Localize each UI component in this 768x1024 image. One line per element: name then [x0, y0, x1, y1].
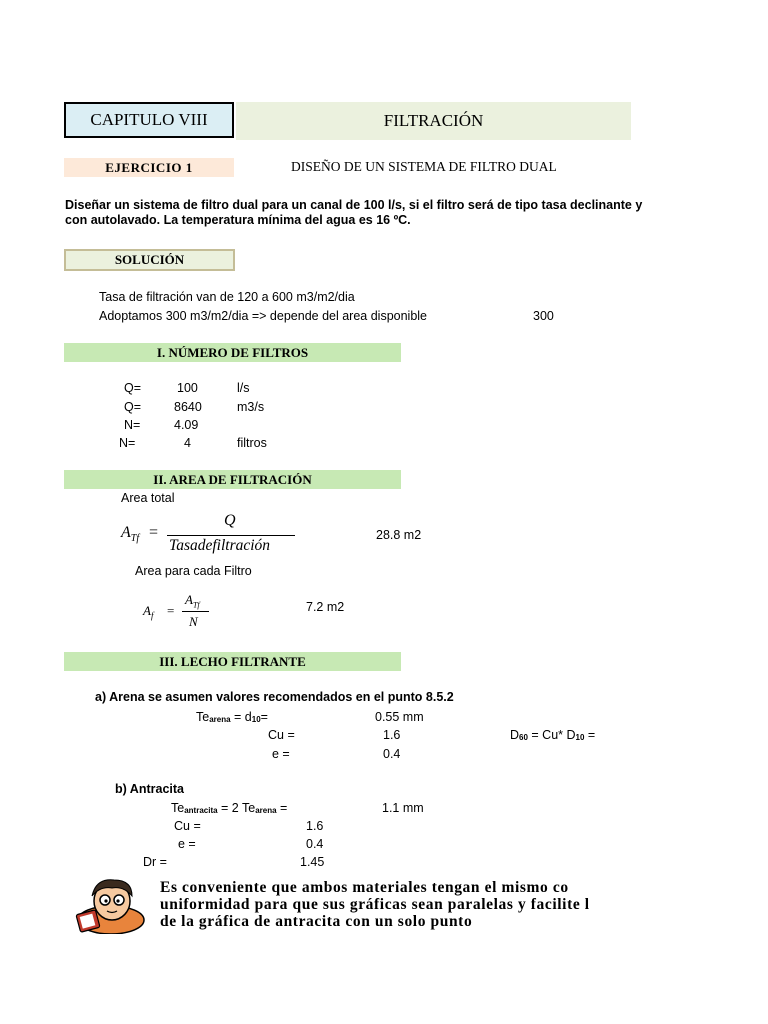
q-label-1: Q=	[124, 381, 142, 395]
q-unit-2: m3/s	[237, 400, 265, 414]
student-reading-icon	[72, 876, 150, 934]
note-line-3: de la gráfica de antracita con un solo punto	[160, 913, 473, 930]
anthracite-dr-value: 1.45	[300, 855, 325, 869]
formula-total-equals: =	[149, 524, 159, 541]
anthracite-dr-label: Dr =	[143, 855, 167, 869]
sand-heading: a) Arena se asumen valores recomendados en el punto 8.5.2	[95, 690, 454, 704]
formula-total-denominator: Tasadefiltración	[169, 537, 271, 554]
n-label-1: N=	[124, 418, 141, 432]
formula-total-lhs: $A_{Tf}$	[121, 524, 140, 545]
section-filters-title: I. NÚMERO DE FILTROS	[64, 343, 401, 362]
anthracite-cu-value: 1.6	[306, 819, 324, 833]
exercise-label: EJERCICIO 1	[64, 158, 234, 177]
sand-te-value: 0.55 mm	[375, 710, 424, 724]
sand-e-label: e =	[272, 747, 290, 761]
chapter-label: CAPITULO VIII	[64, 102, 234, 138]
formula-total-numerator: Q	[224, 512, 236, 529]
formula-each-lhs: $A_f$	[143, 603, 154, 621]
area-total-label: Area total	[121, 491, 175, 505]
note-line-1: Es conveniente que ambos materiales tengan el mismo co	[160, 879, 569, 896]
adopt-text: Adoptamos 300 m3/m2/dia => depende del area disponible	[99, 309, 428, 323]
rate-text: Tasa de filtración van de 120 a 600 m3/m2/dia	[99, 290, 355, 304]
q-unit-1: l/s	[237, 381, 250, 395]
anthracite-cu-label: Cu =	[174, 819, 201, 833]
sand-te-label: $Te_{arena} = d_{10}=$	[196, 710, 268, 724]
anthracite-te-label: $Te_{antracita} = 2$ $Te_{arena}$ =	[171, 801, 288, 815]
n-label-2: N=	[119, 436, 136, 450]
note-clip-mask	[634, 870, 768, 940]
formula-each-bar	[182, 611, 209, 612]
adopt-value: 300	[533, 309, 554, 323]
statement-line-2: con autolavado. La temperatura mínima del agua es 16 ºC.	[65, 213, 411, 227]
note-line-2: uniformidad para que sus gráficas sean paralelas y facilite l	[160, 896, 590, 913]
exercise-title: DISEÑO DE UN SISTEMA DE FILTRO DUAL	[291, 159, 557, 174]
sand-cu-value: 1.6	[383, 728, 401, 742]
area-each-value: 7.2 m2	[306, 600, 345, 614]
section-bed-title: III. LECHO FILTRANTE	[64, 652, 401, 671]
formula-each-numerator: $A_{Tf}$	[185, 592, 200, 610]
anthracite-e-value: 0.4	[306, 837, 324, 851]
statement-line-1: Diseñar un sistema de filtro dual para un canal de 100 l/s, si el filtro será de tipo tasa declinante y	[65, 198, 643, 212]
sand-cu-label: Cu =	[268, 728, 295, 742]
q-value-2: 8640	[174, 400, 202, 414]
solution-label: SOLUCIÓN	[64, 249, 235, 271]
formula-each-equals: =	[167, 603, 175, 618]
sand-d60-label: $D_{60} = Cu*$ $D_{10}$ =	[510, 728, 596, 742]
n-unit-2: filtros	[237, 436, 267, 450]
formula-each-denominator: N	[189, 614, 198, 629]
q-label-2: Q=	[124, 400, 142, 414]
q-value-1: 100	[177, 381, 198, 395]
area-total-value: 28.8 m2	[376, 528, 422, 542]
formula-total-bar	[167, 535, 295, 536]
n-value-1: 4.09	[174, 418, 199, 432]
anthracite-e-label: e =	[178, 837, 196, 851]
sand-e-value: 0.4	[383, 747, 401, 761]
anthracite-te-value: 1.1 mm	[382, 801, 424, 815]
anthracite-heading: b) Antracita	[115, 782, 184, 796]
area-each-label: Area para cada Filtro	[135, 564, 252, 578]
section-area-title: II. AREA DE FILTRACIÓN	[64, 470, 401, 489]
n-value-2: 4	[184, 436, 191, 450]
chapter-title: FILTRACIÓN	[236, 102, 631, 140]
